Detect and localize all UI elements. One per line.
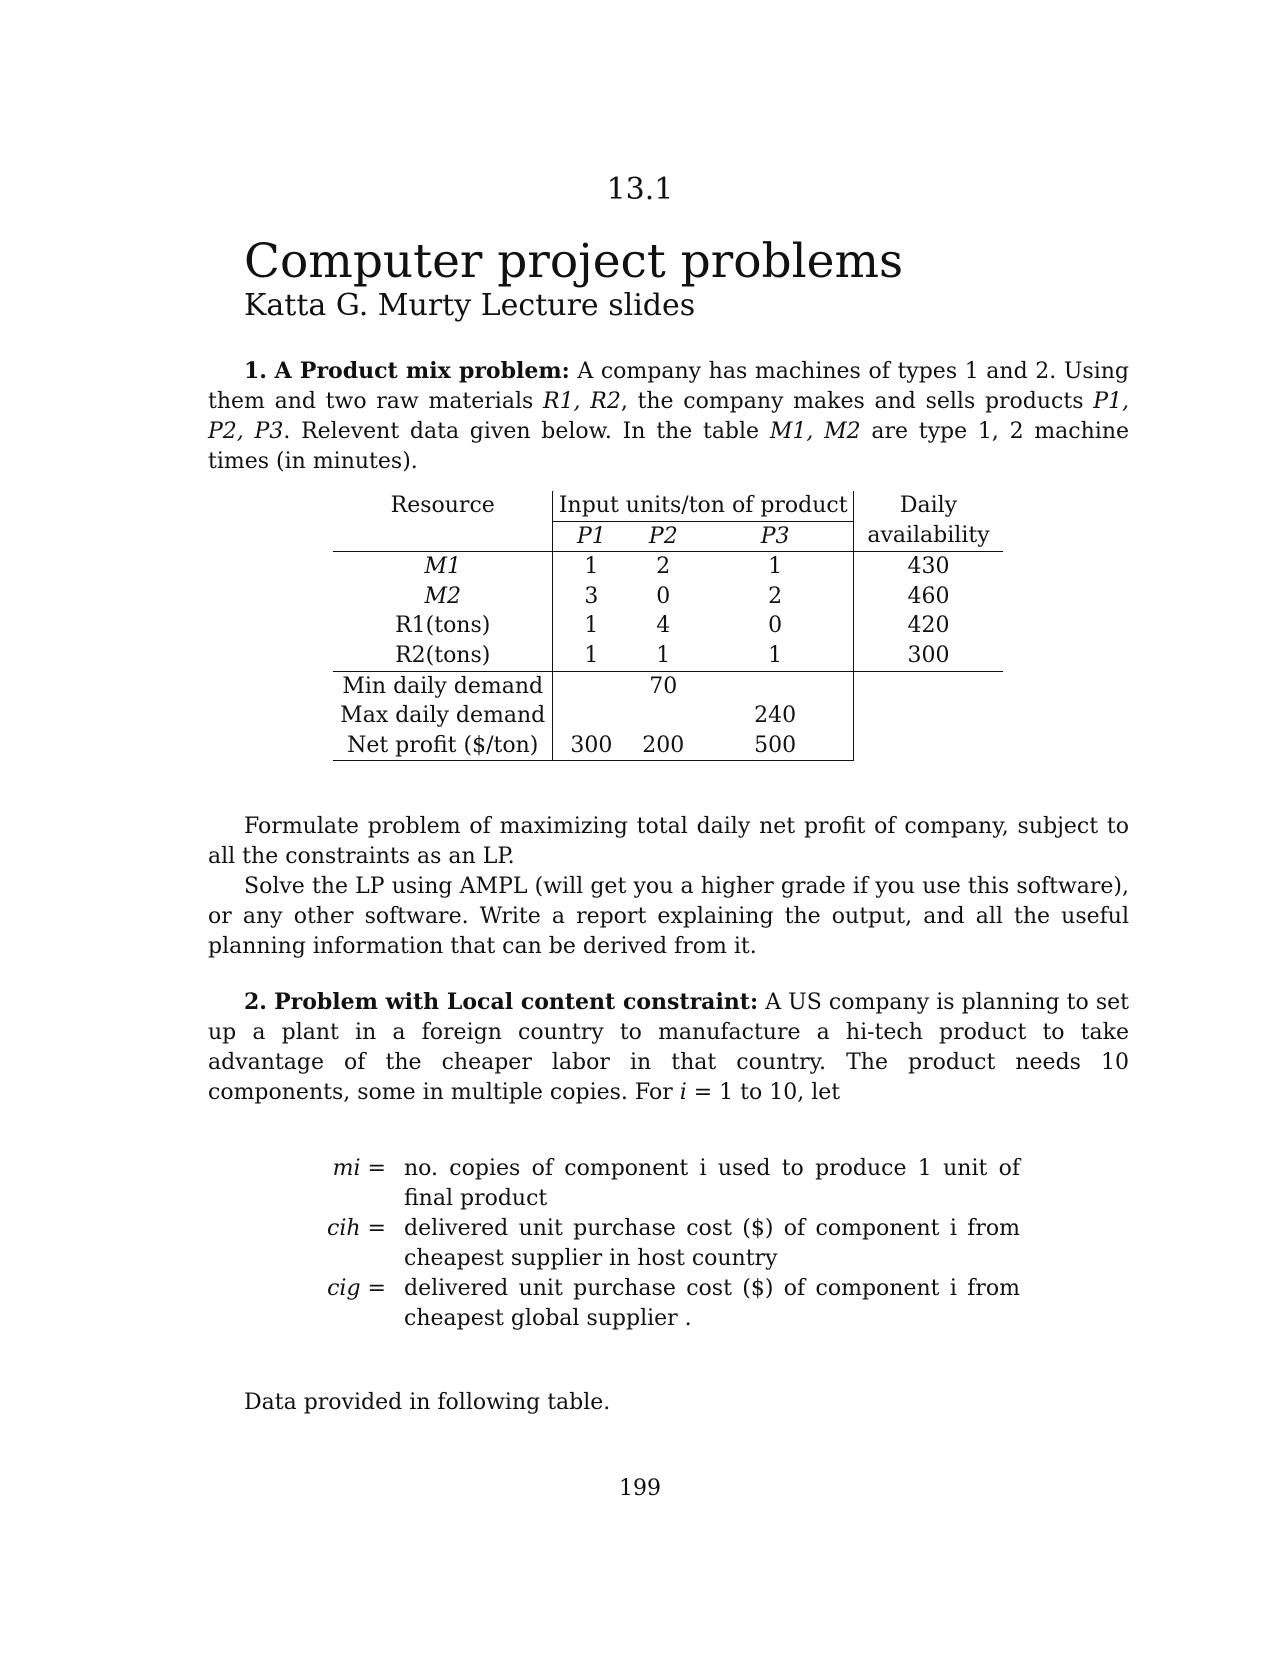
cell <box>553 701 629 731</box>
header-p3: P3 <box>697 521 853 552</box>
cell: 2 <box>768 583 783 609</box>
problem1-number: 1. <box>244 358 267 384</box>
problem2-range: = 1 to 10, let <box>686 1080 841 1105</box>
problem1-heading: A Product mix problem: <box>274 358 570 384</box>
cell: 4 <box>656 613 671 639</box>
row-label: Min daily demand <box>333 671 553 701</box>
table-row <box>333 641 1003 671</box>
definition-item <box>300 1214 1020 1274</box>
problem1-sym-r: R1, R2 <box>543 389 621 414</box>
data-note-text: Data provided in following table. <box>244 1390 611 1415</box>
table-row <box>333 611 1003 641</box>
header-resource: Resource <box>390 493 495 519</box>
row-label: Max daily demand <box>333 701 553 731</box>
header-input-units: Input units/ton of product <box>553 491 854 521</box>
problem1-intro <box>208 356 1129 477</box>
def-eq: = <box>360 1156 386 1181</box>
cell: 200 <box>629 731 697 761</box>
def-text: delivered unit purchase cost ($) of component i from cheapest supplier in host country <box>404 1216 1020 1271</box>
cell: 300 <box>853 641 1003 671</box>
header-p1: P1 <box>553 521 629 552</box>
page-subtitle: Katta G. Murty Lecture slides <box>244 288 696 323</box>
cell <box>697 671 853 701</box>
formulate-para-2: Solve the LP using AMPL (will get you a higher grade if you use this software), or any other software. Write a report explaining the output, and all the useful planning information that can be derived from it. <box>208 874 1129 959</box>
cell: 1 <box>768 554 783 580</box>
cell: 430 <box>853 552 1003 582</box>
definition-item <box>300 1154 1020 1214</box>
cell: 0 <box>656 583 671 609</box>
row-label: R2(tons) <box>333 641 553 671</box>
section-number: 13.1 <box>606 172 674 207</box>
problem1-sym-p: P1, P2, P3 <box>208 389 1130 444</box>
problem1-sym-m: M1, M2 <box>769 419 861 444</box>
header-availability: availability <box>853 521 1003 552</box>
cell: 420 <box>853 611 1003 641</box>
definitions-list <box>300 1154 1020 1334</box>
def-eq: = <box>360 1216 386 1241</box>
cell: 0 <box>768 613 783 639</box>
row-label: M1 <box>424 554 461 580</box>
def-symbol: mi <box>332 1156 361 1181</box>
problem1-text-b: , the company makes and sells products <box>620 389 1094 414</box>
definition-item <box>300 1274 1020 1334</box>
cell <box>553 671 629 701</box>
problem1-text-a: A company has machines of types 1 and 2. Using them and two raw materials <box>208 359 1129 414</box>
cell: 300 <box>553 731 629 761</box>
page-title: Computer project problems <box>244 234 904 289</box>
problem2-var: i <box>679 1080 687 1105</box>
row-label: M2 <box>424 583 461 609</box>
cell: 3 <box>553 582 629 612</box>
row-label: Net profit ($/ton) <box>333 731 553 761</box>
cell: 1 <box>629 641 697 671</box>
header-daily: Daily <box>853 491 1003 521</box>
cell: 1 <box>697 641 853 671</box>
row-label: R1(tons) <box>395 613 491 639</box>
table-row <box>333 731 1003 761</box>
problem2-text: A US company is planning to set up a plant in a foreign country to manufacture a hi-tech product to take advantage of the cheaper labor in that country. The product needs 10 components, some in multiple copies. For <box>208 990 1129 1105</box>
cell: 1 <box>553 611 629 641</box>
def-symbol: cig <box>327 1276 361 1301</box>
table-row <box>333 671 1003 701</box>
page-number: 199 <box>619 1476 661 1501</box>
cell: 500 <box>697 731 853 761</box>
def-text: delivered unit purchase cost ($) of component i from cheapest global supplier . <box>404 1276 1020 1331</box>
formulate-para-1: Formulate problem of maximizing total daily net profit of company, subject to all the constraints as an LP. <box>208 814 1129 869</box>
cell: 70 <box>649 673 678 699</box>
table-row <box>333 552 1003 582</box>
def-eq: = <box>360 1276 386 1301</box>
table-row <box>333 582 1003 612</box>
cell <box>629 701 697 731</box>
problem1-text-d: are type 1, 2 machine times (in minutes). <box>208 419 1130 474</box>
formulate-text <box>208 812 1129 962</box>
cell: 460 <box>853 582 1003 612</box>
problem2-intro <box>208 987 1129 1108</box>
cell: 1 <box>553 641 629 671</box>
def-text: no. copies of component i used to produce 1 unit of final product <box>404 1156 1020 1211</box>
problem1-text-c: . Relevent data given below. In the table <box>283 419 770 444</box>
product-mix-table <box>333 491 1003 761</box>
cell: 2 <box>656 554 671 580</box>
def-symbol: cih <box>327 1216 361 1241</box>
cell: 1 <box>553 552 629 582</box>
cell: 240 <box>754 703 797 729</box>
data-note <box>208 1388 1129 1418</box>
problem2-heading: Problem with Local content constraint: <box>274 989 759 1015</box>
table-row <box>333 701 1003 731</box>
problem2-number: 2. <box>244 989 267 1015</box>
header-p2: P2 <box>629 521 697 552</box>
